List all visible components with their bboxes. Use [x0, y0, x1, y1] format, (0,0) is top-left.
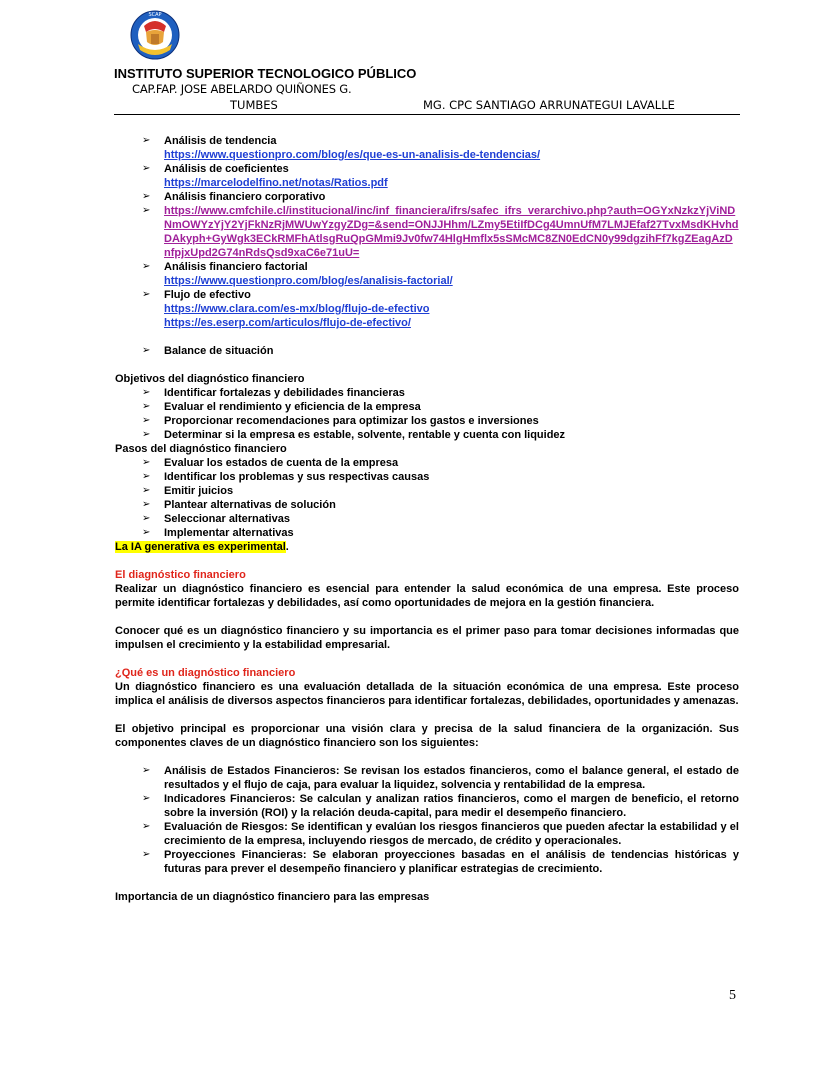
list-item [115, 288, 739, 330]
list-item-text: Proyecciones Financieras: Se elaboran proyecciones basadas en el análisis de tendencias históricas y futuras para prever el desempeño financiero y planificar estrategias de crecimiento. [164, 849, 739, 875]
list-item [115, 190, 739, 204]
bullet-arrow-icon: ➢ [142, 471, 151, 482]
list-item-text: Implementar alternativas [164, 527, 294, 539]
header-divider [114, 114, 740, 115]
reference-link[interactable]: https://www.cmfchile.cl/institucional/inc/inf_financiera/ifrs/safec_ifrs_verarchivo.php?auth=OGYxNzkzYjViNDNmOWYzYjY2YjFkNzRjMWUwYzgyZDg=&send=ONJJHhm/LZmy5EtiIfDCg4UmnUfM7LMJEfaf27TvxMsdKHvhdDAkyph+GyWgk3ECkRMFhAtlsgRuQpGMmi9Jv0fw74HlgHmflx5sSMcMC8ZN0EdCN0y99dgzihFf7kgZEagAzDnfpjxUpd2G74nRdsQsd9xaC6e71uU= [164, 205, 739, 259]
reference-link[interactable]: https://www.questionpro.com/blog/es/analisis-factorial/ [164, 275, 453, 287]
reference-list [115, 134, 739, 330]
list-item [115, 204, 739, 260]
institution-city: TUMBES [230, 98, 278, 112]
section-heading: Pasos del diagnóstico financiero [115, 443, 287, 455]
bullet-arrow-icon: ➢ [142, 191, 151, 202]
paragraph: Un diagnóstico financiero es una evaluación detallada de la situación económica de una empresa. Este proceso implica el análisis de diversos aspectos financieros para identificar fortalezas, debilidades, oportunidades y amenazas. [115, 681, 739, 707]
list-item [115, 820, 739, 848]
institution-subtitle: CAP.FAP. JOSE ABELARDO QUIÑONES G. [132, 82, 352, 96]
objetivos-list [115, 386, 739, 442]
reference-title: Análisis de tendencia [164, 135, 277, 147]
components-list [115, 764, 739, 876]
list-item [115, 260, 739, 288]
bullet-arrow-icon: ➢ [142, 289, 151, 300]
list-item [115, 526, 739, 540]
institution-name: INSTITUTO SUPERIOR TECNOLOGICO PÚBLICO [114, 66, 417, 81]
list-item [115, 792, 739, 820]
list-item-text: Identificar fortalezas y debilidades financieras [164, 387, 405, 399]
bullet-arrow-icon: ➢ [142, 261, 151, 272]
bullet-arrow-icon: ➢ [142, 849, 151, 860]
bullet-arrow-icon: ➢ [142, 485, 151, 496]
section-heading: Objetivos del diagnóstico financiero [115, 373, 305, 385]
bullet-arrow-icon: ➢ [142, 765, 151, 776]
note-period: . [285, 541, 289, 553]
list-item-text: Seleccionar alternativas [164, 513, 290, 525]
list-item [115, 134, 739, 162]
bullet-arrow-icon: ➢ [142, 499, 151, 510]
section-heading: Importancia de un diagnóstico financiero para las empresas [115, 891, 430, 903]
reference-title: Análisis de coeficientes [164, 163, 289, 175]
list-item-text: Indicadores Financieros: Se calculan y analizan ratios financieros, como el margen de beneficio, el retorno sobre la inversión (ROI) y la relación deuda-capital, para medir el desempeño financiero. [164, 793, 739, 819]
bullet-arrow-icon: ➢ [142, 793, 151, 804]
reference-link[interactable]: https://www.clara.com/es-mx/blog/flujo-de-efectivo [164, 303, 430, 315]
bullet-arrow-icon: ➢ [142, 135, 151, 146]
bullet-arrow-icon: ➢ [142, 345, 151, 356]
reference-link[interactable]: https://es.eserp.com/articulos/flujo-de-efectivo/ [164, 317, 411, 329]
bullet-arrow-icon: ➢ [142, 387, 151, 398]
paragraph: Conocer qué es un diagnóstico financiero y su importancia es el primer paso para tomar decisiones informadas que impulsen el crecimiento y la estabilidad empresarial. [115, 625, 739, 651]
list-item-text: Determinar si la empresa es estable, solvente, rentable y cuenta con liquidez [164, 429, 566, 441]
section-heading-red: ¿Qué es un diagnóstico financiero [115, 667, 296, 679]
author-name: MG. CPC SANTIAGO ARRUNATEGUI LAVALLE [423, 98, 675, 112]
pasos-list [115, 456, 739, 540]
list-item [115, 400, 739, 414]
reference-link[interactable]: https://www.questionpro.com/blog/es/que-es-un-analisis-de-tendencias/ [164, 149, 541, 161]
bullet-arrow-icon: ➢ [142, 401, 151, 412]
paragraph: El objetivo principal es proporcionar una visión clara y precisa de la salud financiera de la organización. Sus componentes claves de un diagnóstico financiero son los siguientes: [115, 723, 739, 749]
reference-link[interactable]: https://marcelodelfino.net/notas/Ratios.pdf [164, 177, 388, 189]
list-item-text: Evaluar el rendimiento y eficiencia de la empresa [164, 401, 421, 413]
list-item-text: Balance de situación [164, 345, 274, 357]
bullet-arrow-icon: ➢ [142, 457, 151, 468]
reference-title: Análisis financiero factorial [164, 261, 308, 273]
list-item-text: Plantear alternativas de solución [164, 499, 336, 511]
list-item-text: Proporcionar recomendaciones para optimizar los gastos e inversiones [164, 415, 539, 427]
list-item-text: Evaluar los estados de cuenta de la empresa [164, 457, 399, 469]
svg-text:SCAP: SCAP [148, 12, 162, 18]
bullet-arrow-icon: ➢ [142, 163, 151, 174]
bullet-arrow-icon: ➢ [142, 513, 151, 524]
section-heading-red: El diagnóstico financiero [115, 569, 246, 581]
reference-title: Flujo de efectivo [164, 289, 251, 301]
list-item-text: Identificar los problemas y sus respectivas causas [164, 471, 430, 483]
list-item [115, 764, 739, 792]
bullet-arrow-icon: ➢ [142, 821, 151, 832]
institution-logo [130, 8, 180, 62]
bullet-arrow-icon: ➢ [142, 205, 151, 216]
list-item [115, 162, 739, 190]
list-item [115, 498, 739, 512]
highlighted-text: La IA generativa es experimental [115, 541, 286, 553]
list-item [115, 428, 739, 442]
page-number: 5 [729, 988, 736, 1003]
reference-title: Análisis financiero corporativo [164, 191, 326, 203]
list-item-text: Evaluación de Riesgos: Se identifican y evalúan los riesgos financieros que pueden afectar la estabilidad y el crecimiento de la empresa, incluyendo riesgos de mercado, de crédito y operacionales. [164, 821, 739, 847]
bullet-arrow-icon: ➢ [142, 415, 151, 426]
list-item [115, 512, 739, 526]
list-item-text: Análisis de Estados Financieros: Se revisan los estados financieros, como el balance general, el estado de resultados y el flujo de caja, para evaluar la liquidez, solvencia y rentabilidad de la empresa. [164, 765, 739, 791]
list-item [115, 386, 739, 400]
bullet-arrow-icon: ➢ [142, 429, 151, 440]
list-item-text: Emitir juicios [164, 485, 234, 497]
list-item [115, 484, 739, 498]
list-item [115, 414, 739, 428]
list-item [115, 456, 739, 470]
bullet-arrow-icon: ➢ [142, 527, 151, 538]
page-content [115, 134, 739, 904]
paragraph: Realizar un diagnóstico financiero es esencial para entender la salud económica de una empresa. Este proceso permite identificar fortalezas y debilidades, así como oportunidades de mejora en la gestión financiera. [115, 583, 739, 609]
balance-list [115, 344, 739, 358]
list-item [115, 344, 739, 358]
list-item [115, 848, 739, 876]
ia-note [115, 540, 739, 554]
list-item [115, 470, 739, 484]
